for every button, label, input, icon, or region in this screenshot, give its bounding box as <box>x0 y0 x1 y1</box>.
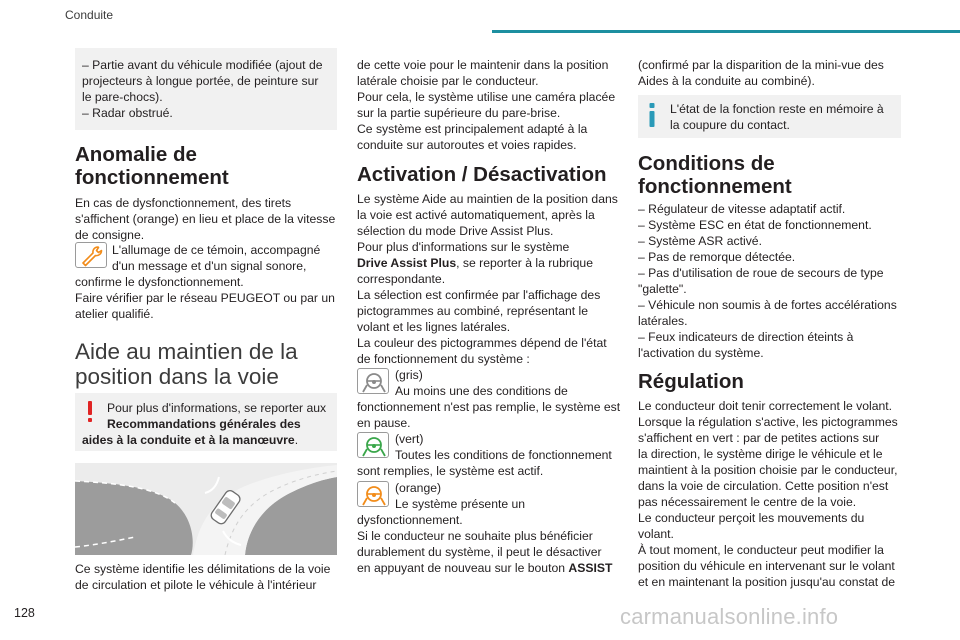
section-title: Aide au maintien de la <box>75 339 298 364</box>
body-line: sélection du mode Drive Assist Plus. <box>357 224 554 238</box>
regulation-line: pas nécessairement le centre de la voie. <box>638 495 857 509</box>
body-line: pictogrammes au combiné, représentant le <box>357 304 589 318</box>
anomalie-line: confirme le dysfonctionnement. <box>75 275 244 289</box>
wrench-warning-icon <box>75 242 107 268</box>
anomalie-line: s'affichent (orange) en lieu et place de la vitesse <box>75 212 336 226</box>
regulation-line: À tout moment, le conducteur peut modifier la <box>638 543 884 557</box>
regulation-line: Lorsque la régulation s'active, les pictogrammes <box>638 415 898 429</box>
box-line: projecteurs à longue portée, de peinture sur <box>82 74 319 88</box>
body-line: de circulation et pilote le véhicule à l'intérieur <box>75 578 317 592</box>
state-line: fonctionnement n'est pas remplie, le système est <box>357 400 621 414</box>
dap-rest: , se reporter à la rubrique <box>456 256 593 270</box>
state-line: Toutes les conditions de fonctionnement <box>395 448 612 462</box>
body-line: de fonctionnement du système : <box>357 352 530 366</box>
anomalie-line: Faire vérifier par le réseau PEUGEOT ou par un <box>75 291 335 305</box>
condition-line: – Régulateur de vitesse adaptatif actif. <box>638 202 846 216</box>
running-header: Conduite <box>65 8 114 22</box>
body-line: Ce système identifie les délimitations de la voie <box>75 562 331 576</box>
regulation-line: la direction, le système dirige le véhicule et le <box>638 447 883 461</box>
steering-wheel-orange-icon <box>357 481 389 507</box>
regulation-title: Régulation <box>638 370 744 393</box>
header-accent-bar <box>492 30 960 33</box>
body-line: volant et les lignes latérales. <box>357 320 511 334</box>
body-line <box>357 560 612 576</box>
condition-line: – Pas d'utilisation de roue de secours de type <box>638 266 884 280</box>
exclamation-warning-icon <box>85 401 95 423</box>
page-number: 128 <box>14 606 35 620</box>
body-line: Pour plus d'informations sur le système <box>357 240 570 254</box>
state-label: (vert) <box>395 432 424 446</box>
info-line: la coupure du contact. <box>670 118 790 132</box>
body-line: La sélection est confirmée par l'affichage des <box>357 288 601 302</box>
state-line: dysfonctionnement. <box>357 513 463 527</box>
assist-bold: ASSIST <box>568 561 613 575</box>
regulation-line: volant. <box>638 527 674 541</box>
regulation-line: maintient à la position choisie par le conducteur, <box>638 463 898 477</box>
body-line: Si le conducteur ne souhaite plus bénéficier <box>357 529 593 543</box>
note-line: Pour plus d'informations, se reporter aux <box>107 401 327 415</box>
box-line: – Partie avant du véhicule modifiée (ajout de <box>82 58 323 72</box>
condition-line: – Véhicule non soumis à de fortes accélérations <box>638 298 897 312</box>
box-line: – Radar obstrué. <box>82 106 173 120</box>
info-line: L'état de la fonction reste en mémoire à <box>670 102 884 116</box>
regulation-line: dans la voie de circulation. Cette position n'est <box>638 479 889 493</box>
body-line: Aides à la conduite au combiné). <box>638 74 815 88</box>
body-line: de cette voie pour le maintenir dans la position <box>357 58 609 72</box>
body-line: conduite sur autoroutes et voies rapides. <box>357 138 577 152</box>
body-line: Pour cela, le système utilise une caméra placée <box>357 90 616 104</box>
watermark: carmanualsonline.info <box>620 604 839 629</box>
regulation-line: Le conducteur perçoit les mouvements du <box>638 511 865 525</box>
section-title: position dans la voie <box>75 364 279 389</box>
steering-wheel-green-icon <box>357 432 389 458</box>
body-line: Ce système est principalement adapté à la <box>357 122 588 136</box>
body-line: (confirmé par la disparition de la mini-vue des <box>638 58 884 72</box>
body-line: Le système Aide au maintien de la position dans <box>357 192 618 206</box>
body-line: durablement du système, il peut le désactiver <box>357 545 602 559</box>
lane-keeping-illustration <box>75 463 337 555</box>
condition-line: – Pas de remorque détectée. <box>638 250 796 264</box>
regulation-line: s'affichent en vert : par de petites actions sur <box>638 431 880 445</box>
regulation-line: Le conducteur doit tenir correctement le volant. <box>638 399 893 413</box>
condition-line: – Système ESC en état de fonctionnement. <box>638 218 872 232</box>
activation-title: Activation / Désactivation <box>357 163 607 186</box>
condition-line: – Feux indicateurs de direction éteints à <box>638 330 854 344</box>
note-line <box>82 432 298 448</box>
condition-line: "galette". <box>638 282 687 296</box>
anomalie-title: Anomalie de <box>75 143 197 166</box>
anomalie-title: fonctionnement <box>75 166 229 189</box>
state-line: Le système présente un <box>395 497 526 511</box>
body-line <box>357 255 593 271</box>
condition-line: latérales. <box>638 314 688 328</box>
warning-light-line: L'allumage de ce témoin, accompagné <box>112 243 321 257</box>
end-text: en appuyant de nouveau sur le bouton <box>357 561 569 575</box>
regulation-line: position du véhicule en intervenant sur le volant <box>638 559 895 573</box>
body-line: latérale choisie par le conducteur. <box>357 74 539 88</box>
anomalie-line: atelier qualifié. <box>75 307 154 321</box>
anomalie-line: En cas de dysfonctionnement, des tirets <box>75 196 292 210</box>
body-line: La couleur des pictogrammes dépend de l'état <box>357 336 607 350</box>
conditions-title: fonctionnement <box>638 175 792 198</box>
info-icon <box>648 103 656 127</box>
note-bold-text: aides à la conduite et à la manœuvre <box>82 433 295 447</box>
state-label: (orange) <box>395 481 442 495</box>
box-line: le pare-chocs). <box>82 90 163 104</box>
condition-line: – Système ASR activé. <box>638 234 762 248</box>
warning-light-line: d'un message et d'un signal sonore, <box>112 259 307 273</box>
condition-line: l'activation du système. <box>638 346 764 360</box>
note-end: . <box>294 433 299 447</box>
body-line: correspondante. <box>357 272 446 286</box>
note-line: Recommandations générales des <box>107 417 301 431</box>
state-line: sont remplies, le système est actif. <box>357 464 544 478</box>
dap-bold: Drive Assist Plus <box>357 256 457 270</box>
anomalie-line: de consigne. <box>75 228 145 242</box>
state-line: Au moins une des conditions de <box>395 384 568 398</box>
regulation-line: et en maintenant la position jusqu'au constat de <box>638 575 896 589</box>
conditions-title: Conditions de <box>638 152 775 175</box>
body-line: sur la partie supérieure du pare-brise. <box>357 106 561 120</box>
state-label: (gris) <box>395 368 423 382</box>
body-line: la voie est activé automatiquement, après la <box>357 208 595 222</box>
steering-wheel-grey-icon <box>357 368 389 394</box>
state-line: en pause. <box>357 416 411 430</box>
